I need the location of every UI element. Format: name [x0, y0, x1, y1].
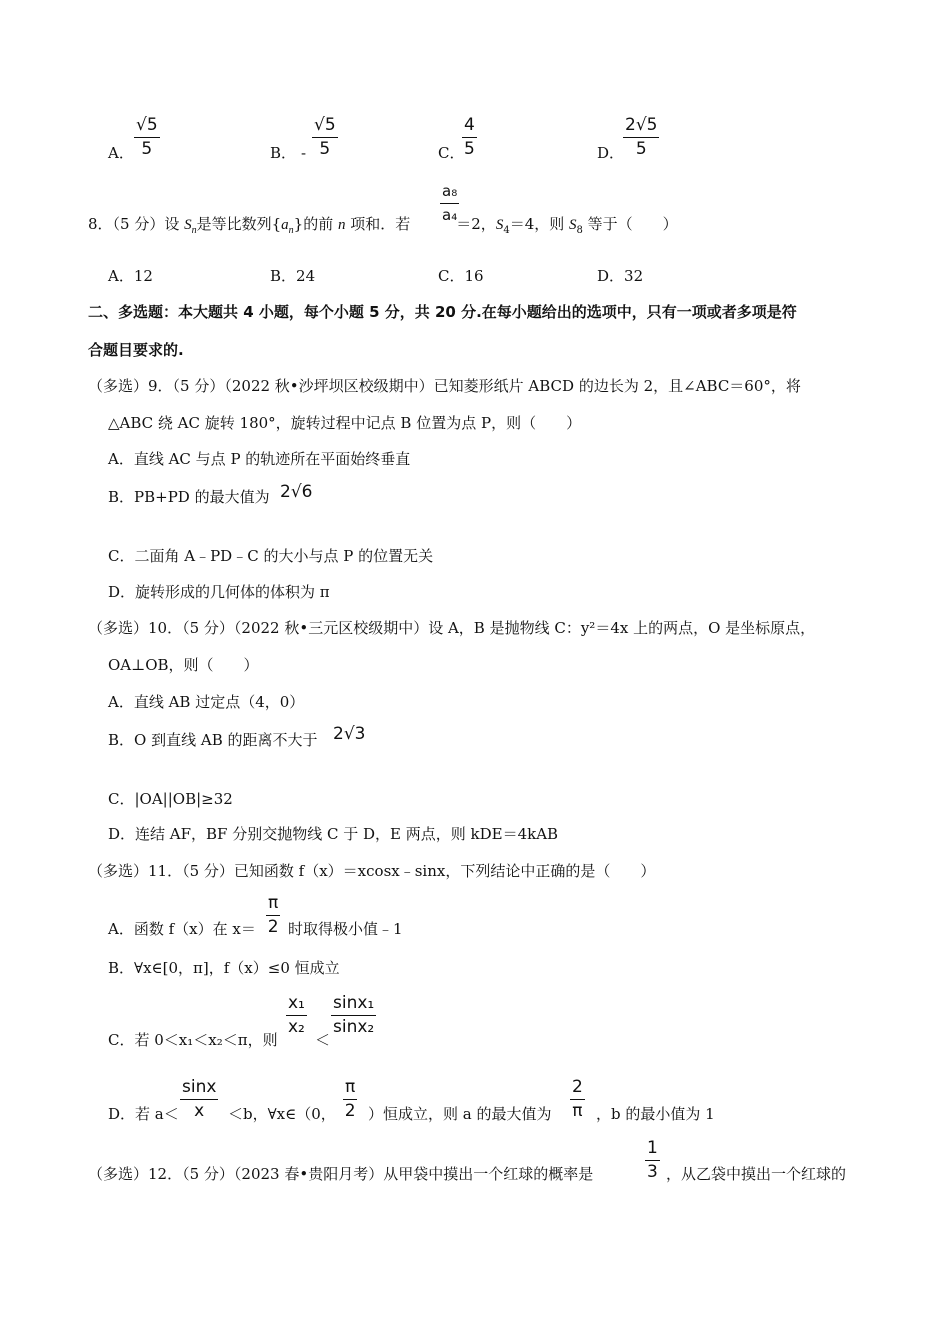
- fraction-denominator: 2: [267, 917, 279, 937]
- q9-option-a: A．直线 AC 与点 P 的轨迹所在平面始终垂直: [108, 450, 411, 468]
- q8-text5: ＝4，则: [509, 215, 569, 233]
- q8-fraction: [440, 181, 459, 225]
- q7-option-c-label: C．: [438, 144, 465, 162]
- question-11-line1: （多选）11．（5 分）已知函数 f（x）＝xcosx﹣sinx，下列结论中正确的是（ ）: [88, 862, 656, 880]
- q9-option-d: D．旋转形成的几何体的体积为 π: [108, 583, 330, 601]
- fraction-numerator: x₁: [286, 993, 307, 1016]
- fraction-denominator: 5: [319, 139, 331, 159]
- q11-option-c-mid: ＜: [315, 1031, 331, 1049]
- q8-text4: ＝2，: [456, 215, 496, 233]
- fraction-denominator: 5: [464, 139, 475, 159]
- fraction-denominator: 5: [141, 139, 153, 159]
- q11-option-a-post: 时取得极小值﹣1: [288, 920, 403, 938]
- q11-option-c-fraction-1: [286, 993, 307, 1037]
- q8-text1: 是等比数列{: [196, 215, 282, 233]
- question-10-line2: OA⊥OB，则（ ）: [108, 656, 259, 674]
- question-12-pre: （多选）12．（5 分）（2023 春•贵阳月考）从甲袋中摸出一个红球的概率是: [88, 1165, 594, 1183]
- question-10-line1: （多选）10．（5 分）（2022 秋•三元区校级期中）设 A，B 是抛物线 C：y²＝4x 上的两点，O 是坐标原点，: [88, 619, 816, 637]
- q10-option-a: A．直线 AB 过定点（4，0）: [108, 693, 305, 711]
- fraction-numerator: π: [343, 1077, 357, 1100]
- fraction-numerator: π: [266, 893, 280, 916]
- fraction-numerator: 4: [462, 115, 477, 138]
- fraction-denominator: x: [194, 1101, 205, 1121]
- fraction-denominator: sinx₂: [333, 1017, 375, 1037]
- q11-option-d-pre: D．若 a＜: [108, 1105, 179, 1123]
- fraction-numerator: 2: [570, 1077, 585, 1100]
- q7-option-b-label: B．: [270, 144, 297, 162]
- q10-option-b-math: [333, 724, 365, 744]
- q7-option-a-label: A．: [108, 144, 134, 162]
- q11-option-d-fraction-2: [343, 1077, 357, 1121]
- q7-option-c-fraction: [462, 115, 477, 159]
- q8-text3: 项和．若: [345, 215, 411, 233]
- q11-option-a-fraction: [266, 893, 280, 937]
- q11-option-c-pre: C．若 0＜x₁＜x₂＜π，则: [108, 1031, 278, 1049]
- q11-option-c-fraction-2: [331, 993, 376, 1037]
- q11-option-d-fraction-3: [570, 1077, 585, 1121]
- section-2-heading-line2: 合题目要求的.: [88, 341, 184, 359]
- fraction-denominator: x₂: [288, 1017, 305, 1037]
- fraction-denominator: a₄: [442, 206, 458, 224]
- q7-option-a-fraction: [134, 115, 160, 159]
- q11-option-a-pre: A．函数 f（x）在 x＝: [108, 920, 256, 938]
- q8-option-a: A．12: [108, 267, 153, 285]
- q9-option-b: B．PB+PD 的最大值为: [108, 488, 270, 506]
- math-expression: 2√3: [333, 724, 366, 744]
- fraction-denominator: 3: [647, 1162, 658, 1182]
- fraction-numerator: √5: [312, 115, 338, 138]
- q10-option-c: C．|OA||OB|≥32: [108, 790, 233, 808]
- q8-option-b: B．24: [270, 267, 316, 285]
- question-12-post: ，从乙袋中摸出一个红球的: [666, 1165, 847, 1183]
- question-8-stem: 8．（5 分）设 $S_n$是等比数列$\{a_n\}$的前 n 项和．若 ＝2，$S_4=4$，则 $S_8$ 等于（ ）: [88, 215, 678, 236]
- q12-fraction: [645, 1138, 660, 1182]
- q8-prefix: 8．（5 分）设: [88, 215, 185, 233]
- q7-option-d-label: D．: [597, 144, 625, 162]
- q9-option-c: C．二面角 A﹣PD﹣C 的大小与点 P 的位置无关: [108, 547, 434, 565]
- q11-option-d-mid: ＜b，∀x∈（0，: [228, 1105, 336, 1123]
- q8-text6: 等于（ ）: [587, 215, 678, 233]
- fraction-denominator: 2: [344, 1101, 356, 1121]
- math-expression: 2√6: [280, 482, 313, 502]
- q10-option-d: D．连结 AF，BF 分别交抛物线 C 于 D，E 两点，则 kDE＝4kAB: [108, 825, 559, 843]
- q11-option-d-fraction-1: [180, 1077, 218, 1121]
- q8-option-c: C．16: [438, 267, 484, 285]
- fraction-numerator: a₈: [440, 181, 459, 204]
- q11-option-d-post: ，b 的最小值为 1: [596, 1105, 715, 1123]
- fraction-numerator: sinx₁: [331, 993, 376, 1016]
- fraction-numerator: √5: [134, 115, 160, 138]
- section-2-heading-line1: 二、多选题：本大题共 4 小题，每个小题 5 分，共 20 分.在每小题给出的选项中，只有一项或者多项是符: [88, 303, 797, 321]
- question-9-line2: △ABC 绕 AC 旋转 180°，旋转过程中记点 B 位置为点 P，则（ ）: [108, 414, 582, 432]
- question-9-line1: （多选）9．（5 分）（2022 秋•沙坪坝区校级期中）已知菱形纸片 ABCD 的边长为 2，且∠ABC＝60°，将: [88, 377, 801, 395]
- q8-text2: }的前: [293, 215, 338, 233]
- q7-option-b-fraction: [312, 115, 338, 159]
- fraction-denominator: 5: [635, 139, 647, 159]
- q11-option-b: B．∀x∈[0，π]，f（x）≤0 恒成立: [108, 959, 340, 977]
- fraction-numerator: sinx: [180, 1077, 218, 1100]
- fraction-denominator: π: [572, 1101, 583, 1121]
- fraction-numerator: 2√5: [623, 115, 659, 138]
- q10-option-b: B．O 到直线 AB 的距离不大于: [108, 731, 318, 749]
- fraction-numerator: 1: [645, 1138, 660, 1161]
- q11-option-d-mid2: ）恒成立，则 a 的最大值为: [368, 1105, 552, 1123]
- q7-option-b-sign: -: [301, 144, 307, 162]
- q7-option-d-fraction: [623, 115, 659, 159]
- q8-option-d: D．32: [597, 267, 644, 285]
- q9-option-b-math: [280, 482, 312, 502]
